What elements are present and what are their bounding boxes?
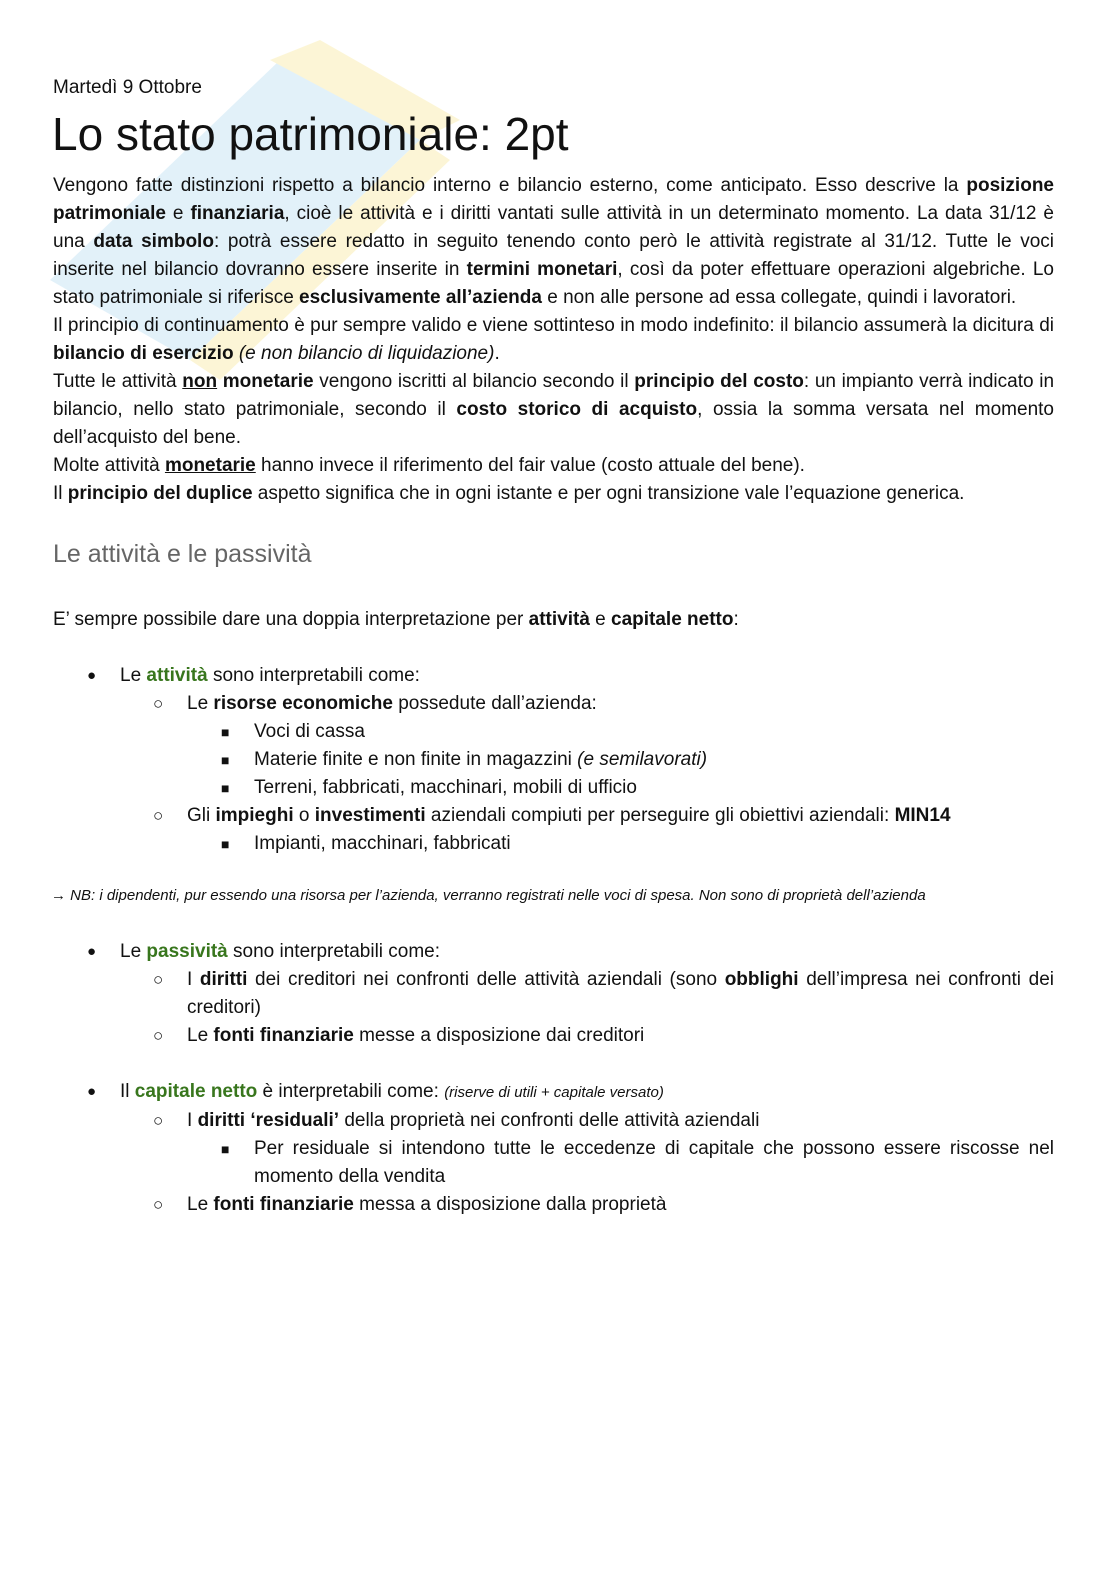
list-item: ● Il capitale netto è interpretabili come: (riserve di utili + capitale versato) — [53, 1078, 1054, 1107]
section-intro: E’ sempre possibile dare una doppia interpretazione per attività e capitale netto: — [53, 609, 739, 630]
list-item: ● Le passività sono interpretabili come: — [53, 938, 1054, 966]
square-bullet-icon: ■ — [221, 724, 230, 740]
square-bullet-icon: ■ — [221, 780, 230, 796]
page-title: Lo stato patrimoniale: 2pt — [52, 108, 569, 160]
bullet-icon: ● — [87, 667, 97, 684]
bullet-icon: ● — [87, 943, 97, 960]
list-item: ○ Le fonti finanziarie messa a disposizione dalla proprietà — [53, 1191, 1054, 1219]
list-item: ○ Gli impieghi o investimenti aziendali compiuti per perseguire gli obiettivi aziendali: MIN14 — [53, 802, 1054, 830]
bullet-icon: ● — [87, 1083, 97, 1100]
circle-bullet-icon: ○ — [153, 1026, 164, 1045]
note-nb: → NB: i dipendenti, pur essendo una risorsa per l’azienda, verranno registrati nelle voci di spesa. Non sono di proprietà dell’azienda — [51, 887, 926, 904]
paragraph-duplice: Il principio del duplice aspetto significa che in ogni istante e per ogni transizione vale l’equazione generica. — [53, 483, 965, 504]
section-heading: Le attività e le passività — [53, 540, 312, 568]
list-item: ○ Le risorse economiche possedute dall’azienda: — [53, 690, 1054, 718]
circle-bullet-icon: ○ — [153, 1111, 164, 1130]
document-date: Martedì 9 Ottobre — [53, 77, 202, 98]
circle-bullet-icon: ○ — [153, 694, 164, 713]
document-page — [53, 76, 1054, 1219]
square-bullet-icon: ■ — [221, 752, 230, 768]
attivita-list — [53, 662, 1054, 858]
passivita-list — [53, 938, 1054, 1050]
paragraph-costo: Tutte le attività non monetarie vengono iscritti al bilancio secondo il principio del costo: un impianto verrà indicato in bilancio, nello stato patrimoniale, secondo il costo storico di acquisto, ossia la somma versata nel momento dell’acquisto del bene. — [53, 371, 1055, 448]
paragraph-continuamento: Il principio di continuamento è pur sempre valido e viene sottinteso in modo indefinito: il bilancio assumerà la dicitura di bilancio di esercizio (e non bilancio di liquidazione). — [53, 315, 1054, 364]
circle-bullet-icon: ○ — [153, 806, 164, 825]
square-bullet-icon: ■ — [221, 836, 230, 852]
paragraph-fair-value: Molte attività monetarie hanno invece il riferimento del fair value (costo attuale del bene). — [53, 455, 805, 476]
list-item: ■ Voci di cassa — [53, 718, 1054, 746]
list-item: ○ Le fonti finanziarie messe a disposizione dai creditori — [53, 1022, 1054, 1050]
list-item: ■ Impianti, macchinari, fabbricati — [53, 830, 1054, 858]
list-item: ■ Per residuale si intendono tutte le eccedenze di capitale che possono essere riscosse nel momento della vendita — [53, 1135, 1054, 1191]
list-item: ○ I diritti dei creditori nei confronti delle attività aziendali (sono obblighi dell’impresa nei confronti dei creditori) — [53, 966, 1054, 1022]
list-item: ■ Terreni, fabbricati, macchinari, mobili di ufficio — [53, 774, 1054, 802]
list-item: ■ Materie finite e non finite in magazzini (e semilavorati) — [53, 746, 1054, 774]
square-bullet-icon: ■ — [221, 1141, 230, 1157]
list-item: ○ I diritti ‘residuali’ della proprietà nei confronti delle attività aziendali — [53, 1107, 1054, 1135]
paragraph-intro: Vengono fatte distinzioni rispetto a bilancio interno e bilancio esterno, come anticipato. Esso descrive la posizione patrimoniale e finanziaria, cioè le attività e i diritti vantati sulle attività in un determinato momento. La data 31/12 è una data simbolo: potrà essere redatto in seguito tenendo conto però le attività registrate al 31/12. Tutte le voci inserite nel bilancio dovranno essere inserite in termini monetari, così da poter effettuare operazioni algebriche. Lo stato patrimoniale si riferisce esclusivamente all’azienda e non alle persone ad essa collegate, quindi i lavoratori. — [53, 175, 1055, 308]
circle-bullet-icon: ○ — [153, 1195, 164, 1214]
circle-bullet-icon: ○ — [153, 970, 164, 989]
list-item: ● Le attività sono interpretabili come: — [53, 662, 1054, 690]
capitale-netto-list — [53, 1078, 1054, 1219]
